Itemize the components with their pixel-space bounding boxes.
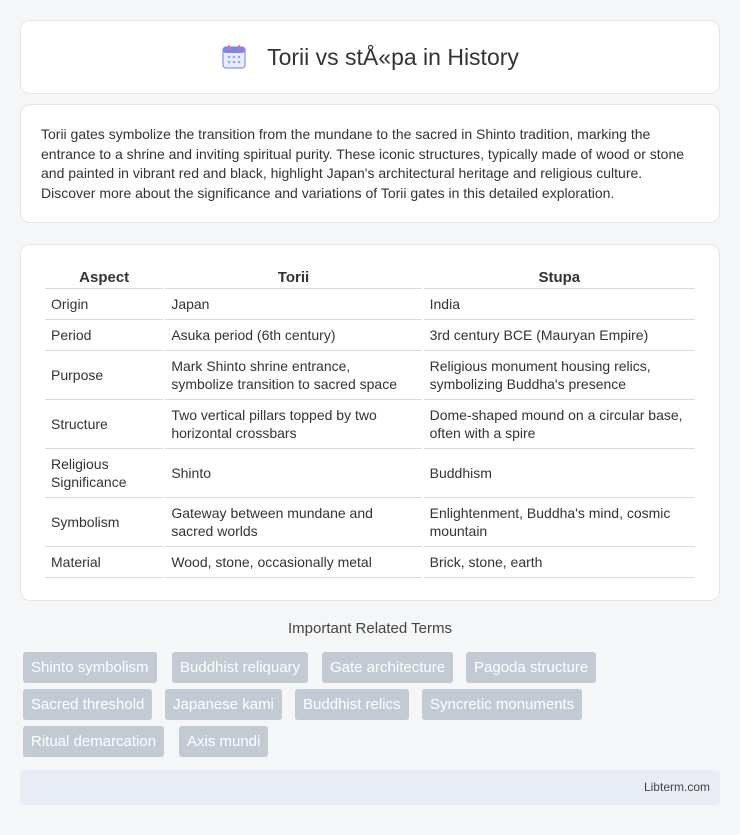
- table-row: [45, 400, 695, 449]
- row-aspect: Origin: [45, 289, 163, 320]
- header-stupa: Stupa: [424, 265, 695, 289]
- table-row: [45, 289, 695, 320]
- row-torii: Japan: [165, 289, 421, 320]
- header-torii: Torii: [165, 265, 421, 289]
- tag-buddhist-reliquary[interactable]: Buddhist reliquary: [172, 652, 308, 683]
- header-card: [20, 20, 720, 94]
- row-aspect: Material: [45, 547, 163, 578]
- row-stupa: 3rd century BCE (Mauryan Empire): [424, 320, 695, 351]
- row-stupa: Buddhism: [424, 449, 695, 498]
- row-torii: Shinto: [165, 449, 421, 498]
- tag-ritual-demarcation[interactable]: Ritual demarcation: [23, 726, 164, 757]
- table-row: [45, 320, 695, 351]
- header-aspect: Aspect: [45, 265, 163, 289]
- footer-link[interactable]: Libterm.com: [643, 780, 710, 794]
- footer: [20, 770, 720, 805]
- tag-sacred-threshold[interactable]: Sacred threshold: [23, 689, 152, 720]
- row-torii: Mark Shinto shrine entrance, symbolize transition to sacred space: [165, 351, 421, 400]
- table-row: [45, 449, 695, 498]
- tag-japanese-kami[interactable]: Japanese kami: [165, 689, 282, 720]
- row-stupa: Enlightenment, Buddha's mind, cosmic mountain: [424, 498, 695, 547]
- row-aspect: Religious Significance: [45, 449, 163, 498]
- row-stupa: India: [424, 289, 695, 320]
- table-row: [45, 351, 695, 400]
- row-aspect: Purpose: [45, 351, 163, 400]
- intro-card: [20, 104, 720, 223]
- intro-text: Torii gates symbolize the transition from the mundane to the sacred in Shinto tradition, marking the entrance to a shrine and inviting spiritual purity. These iconic structures, typically made of wood or stone and painted in vibrant red and black, highlight Japan's architectural heritage and religious culture. Discover more about the significance and variations of Torii gates in this detailed exploration.: [41, 126, 685, 201]
- calendar-icon: [221, 44, 247, 70]
- row-torii: Asuka period (6th century): [165, 320, 421, 351]
- row-stupa: Dome-shaped mound on a circular base, often with a spire: [424, 400, 695, 449]
- row-torii: Wood, stone, occasionally metal: [165, 547, 421, 578]
- row-torii: Two vertical pillars topped by two horizontal crossbars: [165, 400, 421, 449]
- tag-axis-mundi[interactable]: Axis mundi: [179, 726, 268, 757]
- tag-gate-architecture[interactable]: Gate architecture: [322, 652, 453, 683]
- related-terms-title: Important Related Terms: [288, 620, 452, 637]
- row-aspect: Structure: [45, 400, 163, 449]
- tag-shinto-symbolism[interactable]: Shinto symbolism: [23, 652, 157, 683]
- row-stupa: Religious monument housing relics, symbolizing Buddha's presence: [424, 351, 695, 400]
- tag-pagoda-structure[interactable]: Pagoda structure: [466, 652, 596, 683]
- comparison-card: [20, 244, 720, 601]
- row-aspect: Symbolism: [45, 498, 163, 547]
- row-stupa: Brick, stone, earth: [424, 547, 695, 578]
- page-title: Torii vs stÅ«pa in History: [267, 43, 519, 70]
- table-row: [45, 547, 695, 578]
- tag-syncretic-monuments[interactable]: Syncretic monuments: [422, 689, 582, 720]
- row-torii: Gateway between mundane and sacred worlds: [165, 498, 421, 547]
- table-header-row: [45, 265, 695, 289]
- table-row: [45, 498, 695, 547]
- comparison-table: [43, 265, 697, 578]
- row-aspect: Period: [45, 320, 163, 351]
- tag-buddhist-relics[interactable]: Buddhist relics: [295, 689, 409, 720]
